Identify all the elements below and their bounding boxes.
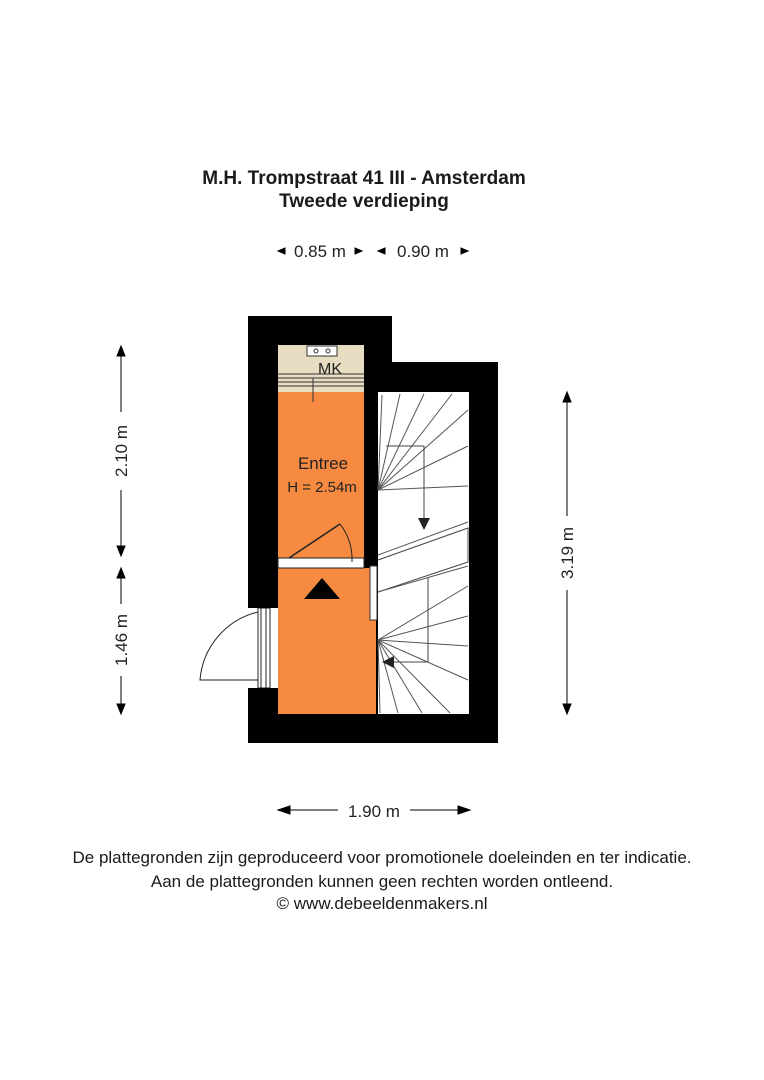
entree-label: Entree: [297, 454, 349, 473]
copyright-link[interactable]: © www.debeeldenmakers.nl: [276, 894, 488, 913]
stair-rail: [370, 566, 377, 620]
disclaimer-line-1: De plattegronden zijn geproduceerd voor promotionele doeleinden en ter indicatie.: [72, 848, 692, 867]
disclaimer-line-2: Aan de plattegronden kunnen geen rechten worden ontleend.: [150, 872, 614, 891]
interior: [278, 345, 469, 714]
dim-left-upper: 2.10 m: [112, 425, 131, 477]
dim-top-right: 0.90 m: [397, 242, 449, 261]
entree-height: H = 2.54m: [287, 479, 357, 496]
floor-name: Tweede verdieping: [279, 191, 449, 212]
entree-room: [278, 392, 364, 558]
plan-title: M.H. Trompstraat 41 III - Amsterdam: [202, 168, 526, 189]
front-door: [200, 602, 278, 694]
dim-left-lower: 1.46 m: [112, 614, 131, 666]
dim-right: 3.19 m: [558, 527, 577, 579]
dim-top-left: 0.85 m: [294, 242, 346, 261]
mk-label: MK: [318, 361, 342, 378]
dim-bottom: 1.90 m: [348, 802, 400, 821]
